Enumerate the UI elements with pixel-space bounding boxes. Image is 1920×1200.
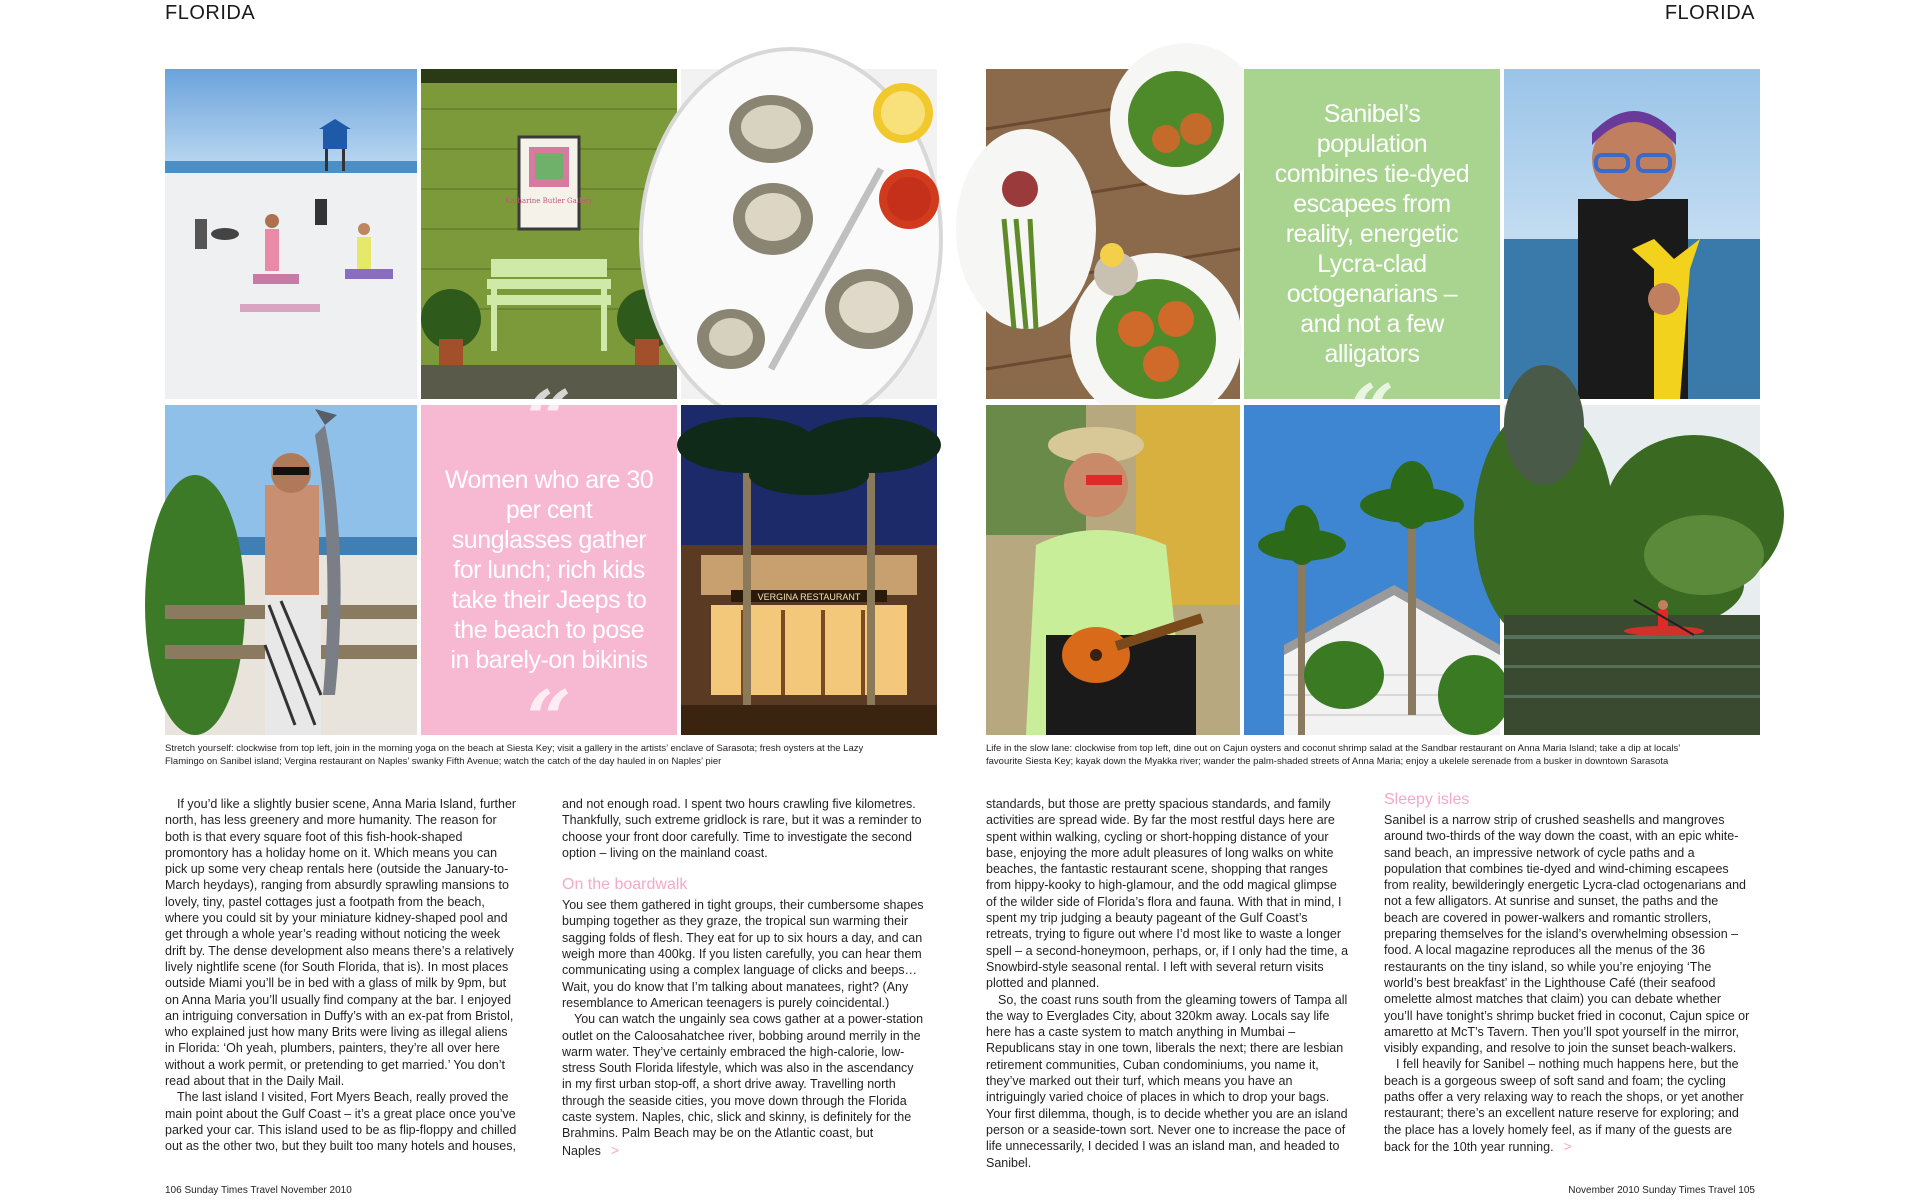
paragraph: Sanibel is a narrow strip of crushed seashells and mangroves around two-thirds of the way down the coast, with an epic white-sand beach, an impressive network of cycle paths and a population that combines tie-dyed and wind-chiming escapees from reality, bewilderingly energetic Lycra-clad octogenarians and not a few alligators. At sunrise and sunset, the paths and the beach are covered in power-walkers and romantic strollers, preparing themselves for the island’s overwhelming obsession – food. A local magazine reproduces all the menus of the 36 restaurants on the tiny island, so while you’re enjoying ‘The world’s best breakfast’ in the Lighthouse Café (their seafood omelette almost matches that claim) you can debate whether you’ll have tonight’s shrimp bucket fried in coconut, Cajun spice or amaretto at McT’s Tavern. Then you’ll spot yourself in the mirror, visibly expanding, and resolve to join the sunset beach-walkers. [1384,813,1750,1056]
article-column-3 [986,796,1350,1171]
paragraph: standards, but those are pretty spacious standards, and family activities are spread wide. By far the most restful days here are spent within walking, cycling or short-hopping distance of your base, enjoying the more adult pleasures of long walks on white beaches, the fantastic restaurant scene, shopping that ranges from hippy-kooky to high-glamour, and the odd magical glimpse of the wilder side of Florida’s flora and fauna. With that in mind, I spent my trip judging a beauty pageant of the Gulf Coast’s retreats, trying to figure out where I’d most like to waste a longer spell – a second-honeymoon, perhaps, or, if I only had the time, a Snowbird-style seasonal rental. I left with several return visits plotted and planned. [986,797,1349,991]
photo-caption-left: Stretch yourself: clockwise from top left, join in the morning yoga on the beach at Siesta Key; visit a gallery in the artists’ enclave of Sarasota; fresh oysters at the Lazy Flamingo on Sanibel island; Vergina restaurant on Naples’ swanky Fifth Avenue; watch the catch of the day hauled in on Naples’ pier [165,743,864,767]
paragraph [1384,1056,1752,1155]
restaurant-sign-text: VERGINA RESTAURANT [757,592,861,602]
article-column-1 [165,796,520,1155]
pull-quote-right [1244,8,1500,399]
gallery-sign-text: Katharine Butler Gallery [505,197,593,205]
photo-ukulele-busker [986,405,1240,735]
quote-open-icon: “ [1349,8,1395,99]
continue-arrow-icon: > [610,1141,620,1158]
paragraph: The last island I visited, Fort Myers Beach, really proved the main point about the Gulf Coast – it’s a great place once you’ve parked your car. This island used to be as flip-floppy and chilled out as the other two, but they built too many hotels and houses, [165,1090,517,1154]
pull-quote-left-text: Women who are 30 per cent sunglasses gather for lunch; rich kids take their Jeeps to the beach to pose in barely-on bikinis [444,466,654,674]
paragraph-text: I fell heavily for Sanibel – nothing much happens here, but the beach is a gorgeous sweep of soft sand and foam; the cycling paths offer a very relaxing way to reach the shops, or yet another restaurant; there’s an excellent nature reserve for exploring; and the place has a lovely homely feel, as if many of the guests are back for the 10th year running. [1384,1057,1744,1154]
photo-caption-right: Life in the slow lane: clockwise from top left, dine out on Cajun oysters and coconut shrimp salad at the Sandbar restaurant on Anna Maria Island; take a dip at locals’ favourite Siesta Key; kayak down the Myakka river; wander the palm-shaded streets of Anna Maria; enjoy a ukelele serenade from a busker in downtown Sarasota [986,743,1681,767]
page-footer-left: 106 Sunday Times Travel November 2010 [165,1185,352,1196]
photo-oysters [681,69,937,399]
photo-kayak-river [1504,405,1760,735]
page-footer-right: November 2010 Sunday Times Travel 105 [1568,1185,1755,1196]
photo-fisherman [165,405,417,735]
quote-open-icon: “ [526,374,572,465]
photo-palm-street [1244,405,1500,735]
paragraph [562,1011,924,1159]
paragraph: If you’d like a slightly busier scene, Anna Maria Island, further north, has less greenery and more humanity. The reason for both is that every square foot of this fish-hook-shaped promontory has a holiday home on it. Which means you can pick up some very cheap rentals here (outside the January-to-March heydays), ranging from absurdly sprawling mansions to lovely, tiny, pastel cottages just a footpath from the beach, where you could sit by your miniature kidney-shaped pool and get through a whole year’s reading without noticing the week drift by. The dense development also means there’s a relatively lively nightlife scene (for South Florida, that is). In most places outside Miami you’ll be in bed with a glass of milk by 9pm, but on Anna Maria you’ll usually find company at the bar. I enjoyed an intriguing conversation in Duffy’s with an ex-pat from Bristol, who explained just how many Brits were living as illegal aliens in Florida: ‘Oh yeah, plumbers, painters, they’re all over here without a work permit, or pretending to get married.’ You don’t read about that in the Daily Mail. [165,797,517,1089]
article-column-2 [562,796,924,1159]
subheading-boardwalk: On the boardwalk [562,876,688,894]
section-label-right: FLORIDA [1664,2,1755,24]
photo-beach-yoga [165,69,417,399]
photo-cajun-food [986,69,1240,399]
quote-close-icon: “ [526,674,572,765]
paragraph: So, the coast runs south from the gleaming towers of Tampa all the way to Everglades City, about 320km away. Locals say life here has a caste system to match anything in Mumbai – Republicans stay in one town, liberals the next; there are lesbian retirement communities, Cuban condominiums, you name it, they’ve marked out their turf, which means you have an intriguingly varied choice of places in which to drop your bags. Your first dilemma, though, is to decide whether you are an island person or a seaside-town sort. Never one to increase the pace of life unnecessarily, I decided I was an island man, and headed to Sanibel. [986,992,1348,1170]
subheading-sleepy-isles: Sleepy isles [1384,791,1470,808]
paragraph: and not enough road. I spent two hours crawling five kilometres. Thankfully, such extreme gridlock is rare, but it was a reminder to choose your front door carefully. Time to investigate the second option – living on the mainland coast. [562,797,922,860]
paragraph-text: You can watch the ungainly sea cows gather at a power-station outlet on the Caloosahatchee river, bobbing around merrily in the warm water. They’ve certainly embraced the high-calorie, low-stress South Florida lifestyle, which was also in the ascendancy in my first urban stop-off, a short drive away. Travelling north through the seaside cities, you move down through the Florida caste system. Naples, chic, slick and skinny, is definitely for the Brahmins. Palm Beach may be on the Atlantic coast, but Naples [562,1012,924,1158]
section-label-left: FLORIDA [165,2,256,24]
paragraph: You see them gathered in tight groups, their cumbersome shapes bumping together as they graze, the tropical sun warming their sagging folds of flesh. They eat for up to six hours a day, and can weigh more than 400kg. If you listen carefully, you can hear them communicating using a complex language of clicks and beeps… Wait, you do know that I’m talking about manatees, right? (Any resemblance to American teenagers is purely coincidental.) [562,898,924,1010]
pull-quote-right-text: Sanibel’s population combines tie-dyed escapees from reality, energetic Lycra-clad octogenarians – and not a few alligators [1274,100,1470,368]
article-column-4 [1384,790,1752,1155]
continue-arrow-icon: > [1563,1137,1572,1154]
photo-swimmer [1504,69,1760,399]
photo-vergina-restaurant [681,405,937,735]
pull-quote-left [421,374,677,765]
photo-gallery-bench [421,69,677,399]
